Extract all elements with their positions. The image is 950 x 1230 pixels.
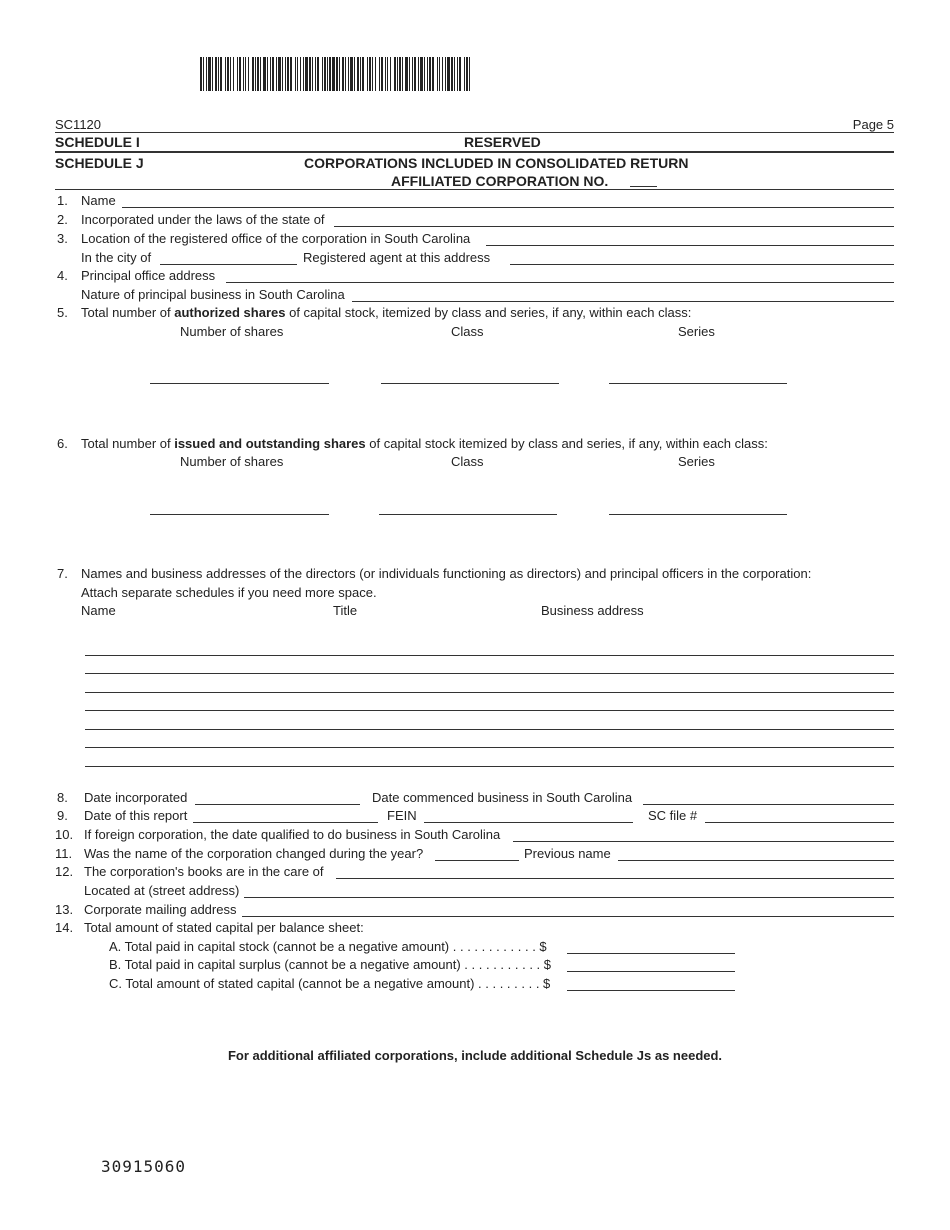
line-number: 14.: [55, 920, 74, 935]
authorized-shares-field[interactable]: [150, 383, 329, 384]
date-incorporated-label: Date incorporated: [84, 790, 188, 805]
nature-label: Nature of principal business in South Carolina: [81, 287, 345, 302]
line-number: 13.: [55, 902, 74, 917]
name-changed-field[interactable]: [435, 860, 519, 861]
form-code: 30915060: [101, 1157, 187, 1176]
line-number: 1.: [57, 193, 68, 208]
principal-office-label: Principal office address: [81, 268, 216, 283]
name-label: Name: [81, 193, 116, 208]
city-label: In the city of: [81, 250, 152, 265]
previous-name-field[interactable]: [618, 860, 894, 861]
line-number: 3.: [57, 231, 68, 246]
form-id: SC1120: [55, 117, 102, 132]
report-date-field[interactable]: [193, 822, 378, 823]
directors-label-2: Attach separate schedules if you need more space.: [81, 585, 377, 600]
line-number: 10.: [55, 827, 74, 842]
line-number: 5.: [57, 305, 68, 320]
principal-office-field[interactable]: [226, 282, 894, 283]
nature-field[interactable]: [352, 301, 894, 302]
affiliated-no-field[interactable]: [630, 186, 657, 187]
director-row-field[interactable]: [85, 673, 894, 674]
report-date-label: Date of this report: [84, 808, 188, 823]
books-field[interactable]: [336, 878, 894, 879]
mailing-field[interactable]: [242, 916, 894, 917]
director-row-field[interactable]: [85, 766, 894, 767]
col-name: Name: [81, 603, 116, 618]
director-row-field[interactable]: [85, 710, 894, 711]
fein-field[interactable]: [424, 822, 633, 823]
foreign-label: If foreign corporation, the date qualified to do business in South Carolina: [84, 827, 501, 842]
col-address: Business address: [541, 603, 644, 618]
capital-surplus-field[interactable]: [567, 971, 735, 972]
total-capital-field[interactable]: [567, 990, 735, 991]
col-class: Class: [451, 454, 484, 469]
director-row-field[interactable]: [85, 692, 894, 693]
schedule-i-title: RESERVED: [464, 134, 541, 150]
authorized-series-field[interactable]: [609, 383, 787, 384]
line-number: 2.: [57, 212, 68, 227]
date-incorporated-field[interactable]: [195, 804, 360, 805]
col-class: Class: [451, 324, 484, 339]
sc-file-field[interactable]: [705, 822, 894, 823]
books-label: The corporation's books are in the care of: [84, 864, 324, 879]
name-field[interactable]: [122, 207, 894, 208]
line-number: 11.: [55, 846, 73, 861]
authorized-class-field[interactable]: [381, 383, 559, 384]
state-label: Incorporated under the laws of the state of: [81, 212, 325, 227]
capital-stock-field[interactable]: [567, 953, 735, 954]
line-number: 6.: [57, 436, 68, 451]
mailing-label: Corporate mailing address: [84, 902, 237, 917]
col-series: Series: [678, 454, 715, 469]
date-commenced-label: Date commenced business in South Carolina: [372, 790, 633, 805]
col-series: Series: [678, 324, 715, 339]
director-row-field[interactable]: [85, 729, 894, 730]
col-shares: Number of shares: [180, 324, 284, 339]
foreign-field[interactable]: [513, 841, 894, 842]
barcode: [200, 57, 470, 91]
line-number: 7.: [57, 566, 68, 581]
date-commenced-field[interactable]: [643, 804, 894, 805]
page-number: Page 5: [852, 117, 894, 132]
schedule-j-subtitle: AFFILIATED CORPORATION NO.: [391, 173, 609, 189]
city-field[interactable]: [160, 264, 297, 265]
schedule-j-title: CORPORATIONS INCLUDED IN CONSOLIDATED RETURN: [304, 155, 689, 171]
agent-field[interactable]: [510, 264, 894, 265]
stated-capital-label: Total amount of stated capital per balance sheet:: [84, 920, 364, 935]
line-number: 12.: [55, 864, 74, 879]
line-number: 4.: [57, 268, 68, 283]
state-field[interactable]: [334, 226, 894, 227]
director-row-field[interactable]: [85, 655, 894, 656]
line-number: 9.: [57, 808, 68, 823]
total-capital-label: C. Total amount of stated capital (cannot be a negative amount) . . . . . . . . . $: [109, 976, 551, 991]
sc-file-label: SC file #: [648, 808, 698, 823]
issued-series-field[interactable]: [609, 514, 787, 515]
directors-label: Names and business addresses of the directors (or individuals functioning as directors) and principal officers in the corporation:: [81, 566, 812, 581]
director-row-field[interactable]: [85, 747, 894, 748]
schedule-i-label: SCHEDULE I: [55, 134, 140, 150]
issued-class-field[interactable]: [379, 514, 557, 515]
previous-name-label: Previous name: [524, 846, 611, 861]
authorized-shares-label: Total number of authorized shares of capital stock, itemized by class and series, if any, within each class:: [81, 305, 692, 320]
name-changed-label: Was the name of the corporation changed during the year?: [84, 846, 424, 861]
issued-shares-label: Total number of issued and outstanding shares of capital stock itemized by class and series, if any, within each class:: [81, 436, 768, 451]
col-title: Title: [333, 603, 358, 618]
schedule-j-label: SCHEDULE J: [55, 155, 144, 171]
issued-shares-field[interactable]: [150, 514, 329, 515]
registered-office-label: Location of the registered office of the corporation in South Carolina: [81, 231, 471, 246]
agent-label: Registered agent at this address: [303, 250, 491, 265]
col-shares: Number of shares: [180, 454, 284, 469]
fein-label: FEIN: [387, 808, 417, 823]
located-label: Located at (street address): [84, 883, 240, 898]
line-number: 8.: [57, 790, 68, 805]
footer-note: For additional affiliated corporations, include additional Schedule Js as needed.: [227, 1048, 723, 1063]
located-field[interactable]: [244, 897, 894, 898]
capital-surplus-label: B. Total paid in capital surplus (cannot be a negative amount) . . . . . . . . . . . $: [109, 957, 551, 972]
capital-stock-label: A. Total paid in capital stock (cannot be a negative amount) . . . . . . . . . . . . $: [109, 939, 547, 954]
registered-office-field[interactable]: [486, 245, 894, 246]
